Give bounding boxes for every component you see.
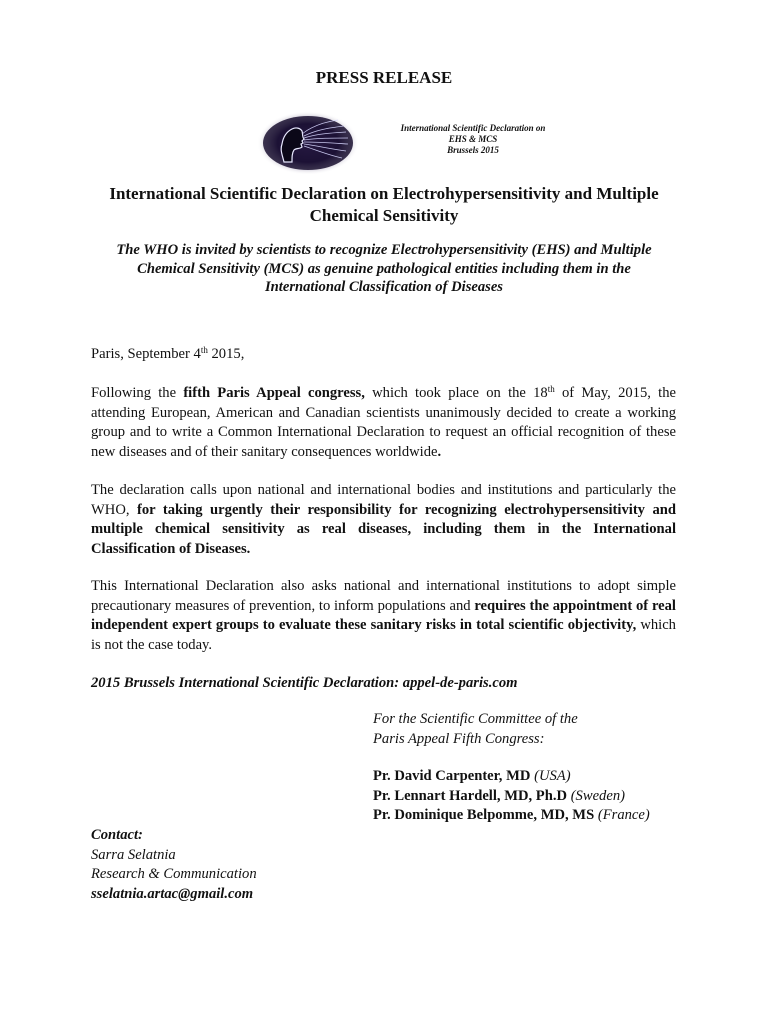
text-run: which is not the case today. (91, 617, 676, 653)
committee-line: For the Scientific Committee of the (373, 711, 578, 727)
declaration-logo (256, 110, 360, 176)
text-run: of May, 2015, the attending European, American and Canadian scientists unanimously decided to create a working group and to write a Common International Declaration to request an official recognition of these new diseases and of their sanitary consequences worldwide (91, 385, 676, 460)
signatory (373, 767, 650, 787)
paragraph-declaration (91, 481, 676, 559)
logo-caption-line: Brussels 2015 (447, 145, 499, 155)
headline-line: Chemical Sensitivity (309, 206, 459, 225)
signatory (373, 787, 650, 807)
subheadline-line: The WHO is invited by scientists to recognize Electrohypersensitivity (EHS) and Multiple (116, 242, 652, 258)
dateline-year: 2015, (207, 346, 245, 362)
signatory-name: Pr. David Carpenter, MD (373, 768, 531, 784)
signatory-name: Pr. Dominique Belpomme, MD, MS (373, 807, 595, 823)
text-run: This International Declaration also asks national and international institutions to adopt simple precautionary measures of prevention, to inform populations and (91, 578, 676, 614)
signatories-list (373, 767, 650, 826)
bold-run: fifth Paris Appeal congress, (183, 385, 365, 401)
dateline-ordinal: th (200, 345, 208, 355)
dateline-text: Paris, September 4 (91, 346, 201, 362)
signatory-country: (USA) (534, 768, 571, 784)
bold-run: for taking urgently their responsibility for recognizing electrohypersensitivity and multiple chemical sensitivity as real diseases, including them in the International Classification of Diseases. (91, 501, 676, 557)
contact-block (91, 826, 257, 904)
subheadline (90, 241, 678, 297)
ordinal-suffix: th (547, 384, 555, 394)
headline-line: International Scientific Declaration on Electrohypersensitivity and Multiple (109, 184, 659, 203)
dateline (91, 345, 244, 365)
contact-name: Sarra Selatnia (91, 846, 176, 863)
logo-caption-line: International Scientific Declaration on (400, 123, 546, 133)
website-line: 2015 Brussels International Scientific Declaration: appel-de-paris.com (91, 675, 518, 691)
signatory-country: (France) (597, 807, 650, 823)
paragraph-measures (91, 577, 676, 655)
signatory-name: Pr. Lennart Hardell, MD, Ph.D (373, 787, 568, 804)
text-run: which took place on the 18 (364, 385, 548, 401)
contact-role: Research & Communication (91, 866, 257, 882)
text-run: The declaration calls upon national and international bodies and institutions and particularly the WHO, (91, 482, 676, 518)
committee-line: Paris Appeal Fifth Congress: (373, 730, 545, 747)
bold-run: requires the appointment of real independent expert groups to evaluate these sanitary risks in total scientific objectivity, (91, 597, 676, 633)
contact-label: Contact: (91, 827, 143, 843)
logo-caption-line: EHS & MCS (448, 134, 498, 144)
paragraph-congress (91, 384, 676, 462)
subheadline-line: Chemical Sensitivity (MCS) as genuine pathological entities including them in the (137, 260, 631, 277)
text-run: Following the (91, 385, 184, 401)
committee-block (373, 710, 578, 749)
bold-run: . (437, 443, 442, 460)
headline (86, 183, 682, 227)
signatory-country: (Sweden) (570, 787, 625, 804)
subheadline-line: International Classification of Diseases (265, 279, 503, 295)
logo-caption (360, 123, 586, 156)
page-title: PRESS RELEASE (315, 68, 453, 87)
signatory (373, 806, 650, 826)
contact-email[interactable]: sselatnia.artac@gmail.com (91, 885, 254, 902)
